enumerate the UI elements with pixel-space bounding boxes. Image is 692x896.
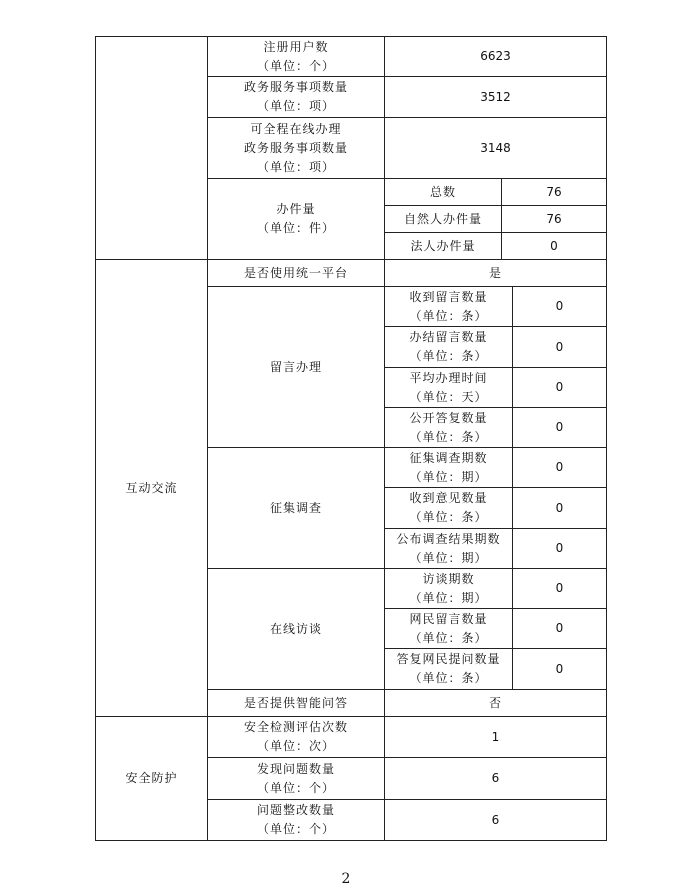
row-label: 访谈期数 xyxy=(422,571,475,586)
row-unit: （单位：条） xyxy=(409,349,488,363)
platform-value: 是 xyxy=(384,259,607,286)
platform-label: 是否使用统一平台 xyxy=(207,259,384,286)
row-label: 问题整改数量 xyxy=(256,803,335,817)
items-unit: （单位：项） xyxy=(256,99,335,113)
row-label: 发现问题数量 xyxy=(256,761,335,776)
row-unit: （单位：次） xyxy=(256,739,335,753)
messages-row-0-label xyxy=(384,286,512,326)
online-items-value: 3148 xyxy=(384,117,607,178)
row-label: 答复网民提问数量 xyxy=(396,652,501,666)
messages-row-0-value: 0 xyxy=(512,286,607,326)
survey-row-2-value: 0 xyxy=(512,528,607,568)
survey-row-1-label xyxy=(384,487,512,528)
users-unit: （单位：个） xyxy=(256,58,335,73)
row-label: 公布调查结果期数 xyxy=(396,531,501,546)
row-unit: （单位：个） xyxy=(256,780,335,795)
handled-unit: （单位：件） xyxy=(256,221,335,235)
row-label: 公开答复数量 xyxy=(409,410,488,425)
interview-row-2-value: 0 xyxy=(512,648,607,689)
row-unit: （单位：期） xyxy=(409,550,488,565)
online-items-label-1: 可全程在线办理 xyxy=(250,121,342,136)
handled-total-label: 总数 xyxy=(384,178,501,205)
security-row-2-label xyxy=(207,799,384,841)
section-security-label: 安全防护 xyxy=(125,771,178,785)
items-label: 政务服务事项数量 xyxy=(243,80,348,94)
interview-row-0-value: 0 xyxy=(512,568,607,608)
row-label: 征集调查期数 xyxy=(409,450,488,465)
handled-label: 办件量 xyxy=(276,202,316,216)
section-interaction xyxy=(95,259,207,716)
row-unit: （单位：期） xyxy=(409,469,488,484)
row-unit: （单位：条） xyxy=(409,429,488,444)
interview-row-1-value: 0 xyxy=(512,608,607,648)
section-interaction-label: 互动交流 xyxy=(125,480,178,495)
row-label: 收到留言数量 xyxy=(409,289,488,304)
section-security xyxy=(95,716,207,841)
interview-row-2-label xyxy=(384,648,512,689)
interview-row-0-label xyxy=(384,568,512,608)
survey-row-2-label xyxy=(384,528,512,568)
row-label: 安全检测评估次数 xyxy=(243,720,348,734)
row-unit: （单位：条） xyxy=(409,510,488,524)
row-label: 平均办理时间 xyxy=(409,370,488,385)
qa-label: 是否提供智能问答 xyxy=(207,689,384,716)
users-label-cell xyxy=(207,36,384,76)
online-items-unit: （单位：项） xyxy=(256,159,335,174)
row-unit: （单位：个） xyxy=(256,822,335,836)
handled-total-value: 76 xyxy=(501,178,607,205)
survey-group xyxy=(207,447,384,568)
users-value: 6623 xyxy=(384,36,607,76)
survey-row-1-value: 0 xyxy=(512,487,607,528)
row-label: 网民留言数量 xyxy=(409,611,488,626)
users-label: 注册用户数 xyxy=(263,39,329,54)
interview-label: 在线访谈 xyxy=(269,621,322,636)
online-items-label-2: 政务服务事项数量 xyxy=(243,140,348,155)
row-unit: （单位：天） xyxy=(409,389,488,404)
survey-row-0-label xyxy=(384,447,512,487)
security-row-2-value: 6 xyxy=(384,799,607,841)
statistics-table xyxy=(95,36,607,841)
interview-group xyxy=(207,568,384,689)
messages-row-1-label xyxy=(384,326,512,367)
security-row-1-value: 6 xyxy=(384,757,607,799)
handled-person-value: 76 xyxy=(501,205,607,232)
page-number: 2 xyxy=(341,871,351,887)
online-items-label-cell xyxy=(207,117,384,178)
items-value: 3512 xyxy=(384,76,607,117)
handled-label-cell xyxy=(207,178,384,259)
section-service xyxy=(95,36,207,259)
messages-row-2-value: 0 xyxy=(512,367,607,407)
interview-row-1-label xyxy=(384,608,512,648)
handled-legal-value: 0 xyxy=(501,232,607,259)
handled-legal-label: 法人办件量 xyxy=(384,232,501,259)
survey-label: 征集调查 xyxy=(269,500,322,515)
messages-group xyxy=(207,286,384,447)
messages-row-2-label xyxy=(384,367,512,407)
survey-row-0-value: 0 xyxy=(512,447,607,487)
messages-row-3-value: 0 xyxy=(512,407,607,447)
row-label: 办结留言数量 xyxy=(409,330,488,344)
security-row-1-label xyxy=(207,757,384,799)
row-unit: （单位：期） xyxy=(409,590,488,605)
messages-row-1-value: 0 xyxy=(512,326,607,367)
security-row-0-label xyxy=(207,716,384,757)
items-label-cell xyxy=(207,76,384,117)
row-label: 收到意见数量 xyxy=(409,491,488,505)
row-unit: （单位：条） xyxy=(409,630,488,645)
row-unit: （单位：条） xyxy=(409,671,488,685)
row-unit: （单位：条） xyxy=(409,308,488,323)
security-row-0-value: 1 xyxy=(384,716,607,757)
qa-value: 否 xyxy=(384,689,607,716)
handled-person-label: 自然人办件量 xyxy=(384,205,501,232)
messages-row-3-label xyxy=(384,407,512,447)
messages-label: 留言办理 xyxy=(269,359,322,374)
